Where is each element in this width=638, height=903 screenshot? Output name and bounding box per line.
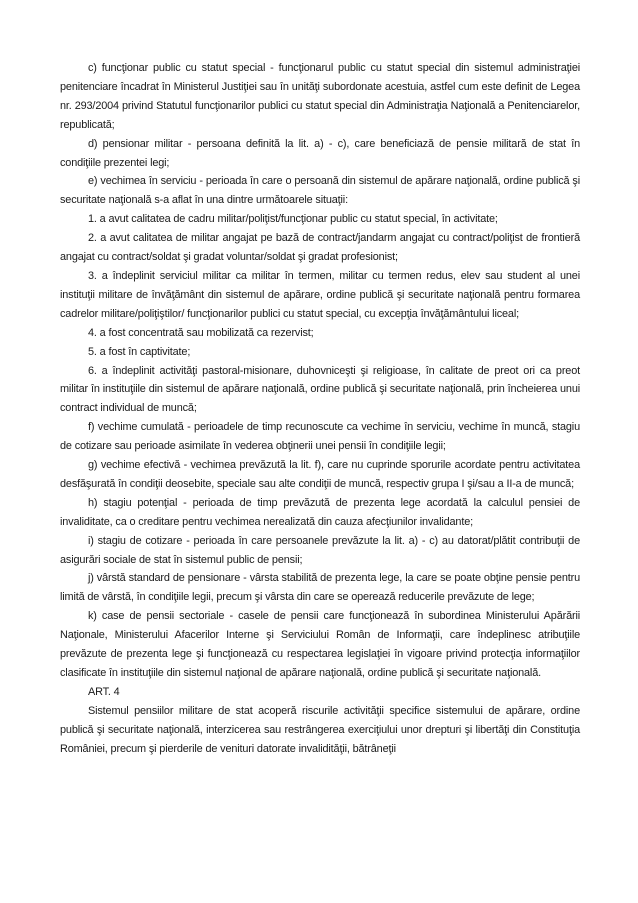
paragraph-item-4: 4. a fost concentrată sau mobilizată ca rezervist; [88,326,314,339]
paragraph-item-2: 2. a avut calitatea de militar angajat pe bază de contract/jandarm angajat cu contract/poliţist de frontieră angajat cu contract/soldat şi gradat voluntar/soldat şi gradat profesionist; [60,232,580,264]
paragraph-lit-i: i) stagiu de cotizare - perioada în care persoanele prevăzute la lit. a) - c) au datorat/plătit contribuţii de asigurări sociale de stat în sistemul public de pensii; [60,534,580,566]
paragraph-lit-d: d) pensionar militar - persoana definită la lit. a) - c), care beneficiază de pensie militară de stat în condiţiile prezentei legi; [60,137,580,169]
article-heading: ART. 4 [88,685,120,698]
paragraph-item-5: 5. a fost în captivitate; [88,345,191,358]
paragraph-item-1: 1. a avut calitatea de cadru militar/poliţist/funcţionar public cu statut special, în activitate; [88,213,498,226]
paragraph-lit-e: e) vechimea în serviciu - perioada în care o persoană din sistemul de apărare naţională, ordine publică şi securitate naţională s-a aflat în una dintre următoarele situaţii: [60,175,580,207]
paragraph-lit-c: c) funcţionar public cu statut special - funcţionarul public cu statut special din sistemul administraţiei penitenciare încadrat în Ministerul Justiţiei sau în unităţi subordonate acestuia, astfel cum este definit de Legea nr. 293/2004 privind Statutul funcţionarilor publici cu statut special din Administraţia Naţională a Penitenciarelor, republicată; [60,62,580,131]
paragraph-lit-j: j) vârstă standard de pensionare - vârsta stabilită de prezenta lege, la care se poate obţine pensie pentru limită de vârstă, în condiţiile legii, precum şi vârsta din care se operează reducerile prevăzute de lege; [60,572,580,604]
paragraph-lit-g: g) vechime efectivă - vechimea prevăzută la lit. f), care nu cuprinde sporurile acordate pentru activitatea desfăşurată în condiţii deosebite, speciale sau alte condiţii de muncă, respectiv grupa I şi/sau a II-a de muncă; [60,459,580,490]
paragraph-lit-h: h) stagiu potenţial - perioada de timp prevăzută de prezenta lege acordată la calculul pensiei de invaliditate, ca o creditare pentru vechimea nerealizată din cauza afecţiunilor invalidante; [60,496,580,528]
paragraph-item-6: 6. a îndeplinit activităţi pastoral-misionare, duhovniceşti şi religioase, în calitate de preot ori ca preot militar în instituţiile din sistemul de apărare naţională, ordine publică şi securitate naţională, prin încheierea unui contract individual de muncă; [60,364,580,415]
paragraph-item-3: 3. a îndeplinit serviciul militar ca militar în termen, militar cu termen redus, elev sau student al unei instituţii militare de învăţământ din sistemul de apărare, ordine publică şi securitate naţională pentru formarea cadrelor militare/poliţiştilor/ funcţionarilor publici cu statut special, cu excepţia învăţământului liceal; [60,269,580,320]
paragraph-lit-k: k) case de pensii sectoriale - casele de pensii care funcţionează în subordinea Ministerului Apărării Naţionale, Ministerului Afacerilor Interne şi Serviciului Român de Informaţii, care îndeplinesc atribuţiile prevăzute de prezenta lege şi funcţionează cu respectarea legislaţiei în vigoare privind protecţia informaţiilor clasificate în instituţiile din sistemul naţional de apărare naţională, ordine publică şi securitate naţională. [60,610,580,679]
paragraph-art-4: Sistemul pensiilor militare de stat acoperă riscurile activităţii specifice sistemului de apărare, ordine publică şi securitate naţională, interzicerea sau restrângerea exerciţiului unor drepturi şi libertăţi din Constituţia României, precum şi pierderile de venituri datorate invalidităţii, bătrâneţii [60,704,580,755]
paragraph-lit-f: f) vechime cumulată - perioadele de timp recunoscute ca vechime în serviciu, vechime în muncă, stagiu de cotizare sau perioade asimilate în vederea obţinerii unei pensii în condiţiile legii; [60,421,580,453]
